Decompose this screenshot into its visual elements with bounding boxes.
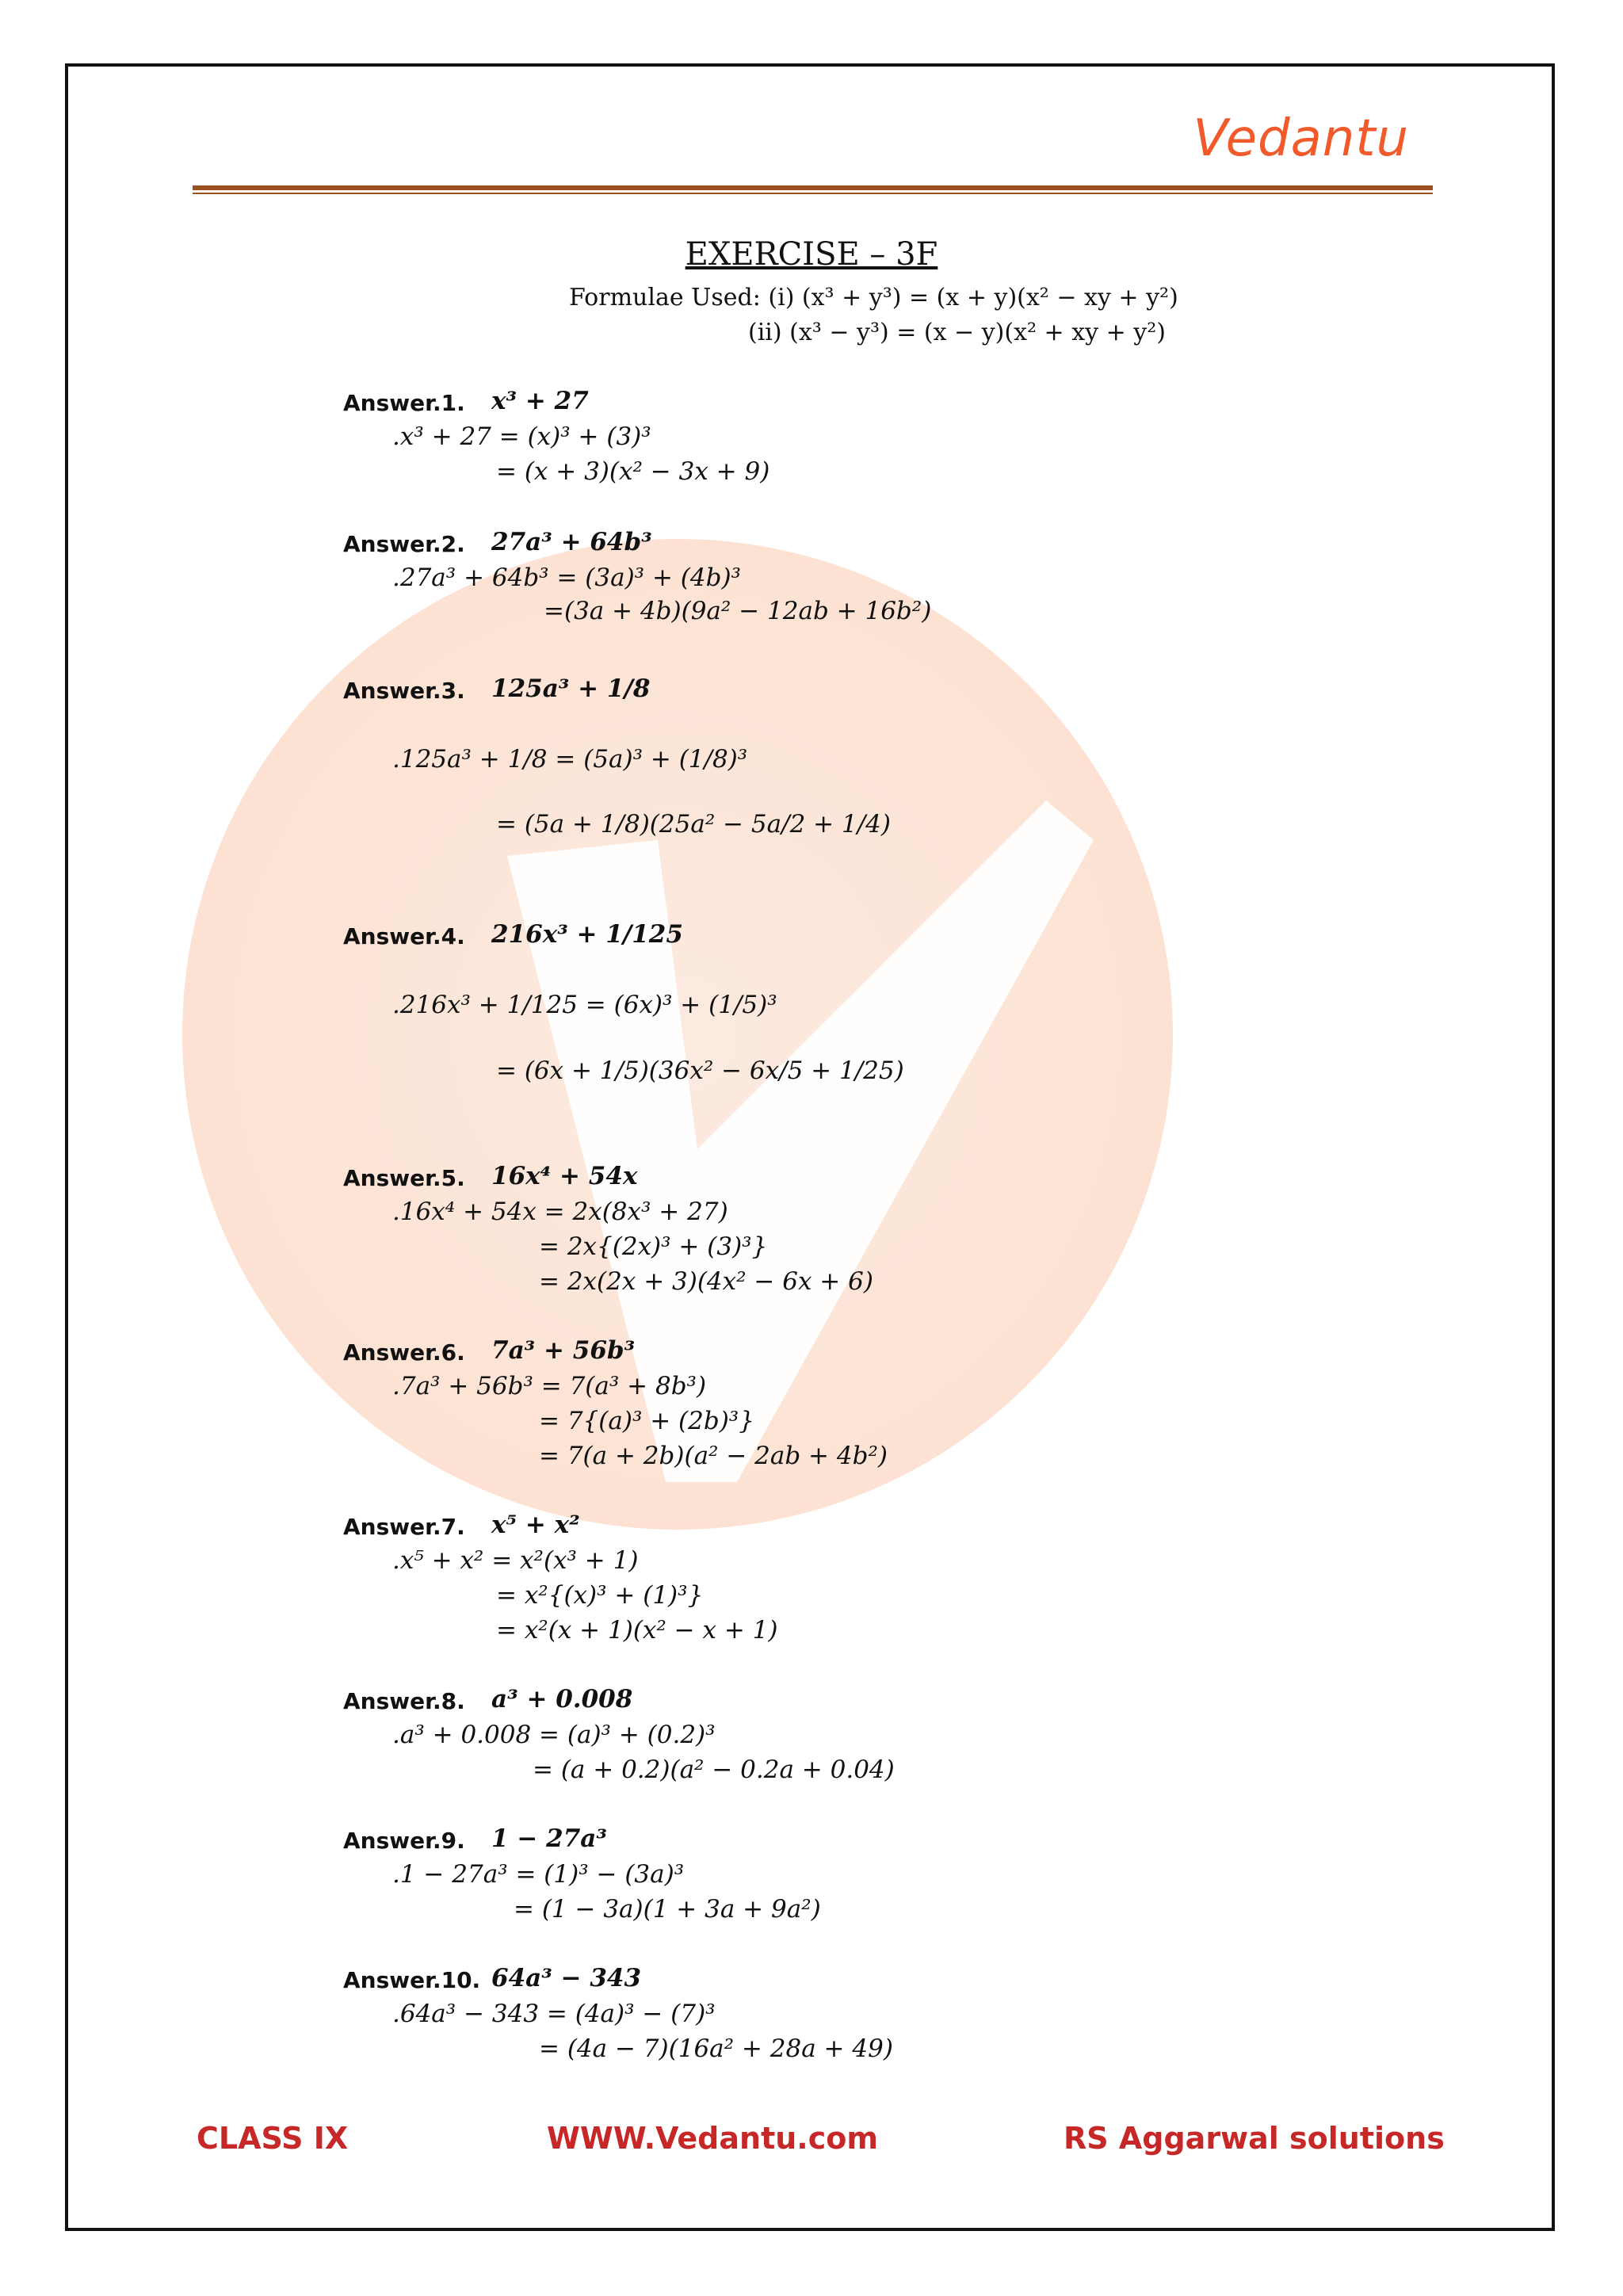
answer-step: = (4a − 7)(16a² + 28a + 49) — [539, 2034, 893, 2063]
answer-label: Answer.5. — [343, 1165, 465, 1191]
answer-step: = 7{(a)³ + (2b)³} — [539, 1407, 754, 1435]
answer-question: 7a³ + 56b³ — [491, 1336, 636, 1365]
answer-step: = 7(a + 2b)(a² − 2ab + 4b²) — [539, 1442, 888, 1470]
footer-website-link[interactable]: WWW.Vedantu.com — [547, 2121, 878, 2156]
footer-source: RS Aggarwal solutions — [1064, 2121, 1445, 2156]
answer-step: .27a³ + 64b³ = (3a)³ + (4b)³ — [392, 563, 741, 592]
answer-question: 64a³ − 343 — [491, 1964, 642, 1992]
answer-label: Answer.4. — [343, 923, 465, 949]
answer-step: =(3a + 4b)(9a² − 12ab + 16b²) — [544, 597, 932, 625]
answer-label: Answer.9. — [343, 1828, 465, 1854]
answer-step: .1 − 27a³ = (1)³ − (3a)³ — [392, 1860, 685, 1889]
answer-step: .64a³ − 343 = (4a)³ − (7)³ — [392, 2000, 716, 2028]
answer-question: x³ + 27 — [491, 387, 589, 415]
answer-question: 27a³ + 64b³ — [491, 528, 652, 556]
answer-step: = (5a + 1/8)(25a² − 5a/2 + 1/4) — [496, 810, 891, 839]
answer-step: = (x + 3)(x² − 3x + 9) — [496, 457, 770, 486]
answer-question: 216x³ + 1/125 — [491, 920, 683, 949]
header-rule — [193, 185, 1433, 190]
answer-step: = x²{(x)³ + (1)³} — [496, 1581, 704, 1610]
answer-label: Answer.6. — [343, 1339, 465, 1366]
answer-step: = (6x + 1/5)(36x² − 6x/5 + 1/25) — [496, 1056, 904, 1085]
answer-question: a³ + 0.008 — [491, 1685, 633, 1713]
answer-label: Answer.2. — [343, 531, 465, 557]
answer-question: x⁵ + x² — [491, 1511, 580, 1539]
page-title: EXERCISE – 3F — [685, 236, 938, 273]
formula-1: Formulae Used: (i) (x³ + y³) = (x + y)(x² − xy + y²) — [569, 284, 1178, 311]
answer-step: .216x³ + 1/125 = (6x)³ + (1/5)³ — [392, 991, 777, 1019]
answer-question: 1 − 27a³ — [491, 1824, 607, 1853]
answer-step: = x²(x + 1)(x² − x + 1) — [496, 1616, 778, 1645]
answer-step: .x⁵ + x² = x²(x³ + 1) — [392, 1546, 639, 1575]
answer-step: = (a + 0.2)(a² − 0.2a + 0.04) — [533, 1755, 895, 1784]
answer-label: Answer.7. — [343, 1514, 465, 1540]
answer-step: .x³ + 27 = (x)³ + (3)³ — [392, 422, 651, 451]
answer-step: .7a³ + 56b³ = 7(a³ + 8b³) — [392, 1372, 707, 1400]
answer-label: Answer.10. — [343, 1967, 481, 1993]
answer-label: Answer.1. — [343, 390, 465, 416]
answer-label: Answer.3. — [343, 678, 465, 704]
answer-step: .16x⁴ + 54x = 2x(8x³ + 27) — [392, 1198, 728, 1226]
header-rule-thin — [193, 193, 1433, 194]
answer-step: .125a³ + 1/8 = (5a)³ + (1/8)³ — [392, 745, 748, 774]
footer-class: CLASS IX — [197, 2121, 349, 2156]
answer-step: = 2x{(2x)³ + (3)³} — [539, 1232, 768, 1261]
vedantu-logo: Vedantu — [1193, 109, 1409, 168]
answer-step: = 2x(2x + 3)(4x² − 6x + 6) — [539, 1267, 873, 1296]
formula-2: (ii) (x³ − y³) = (x − y)(x² + xy + y²) — [748, 319, 1166, 346]
answer-step: = (1 − 3a)(1 + 3a + 9a²) — [514, 1895, 821, 1924]
answer-label: Answer.8. — [343, 1688, 465, 1714]
answer-question: 16x⁴ + 54x — [491, 1162, 638, 1190]
answer-step: .a³ + 0.008 = (a)³ + (0.2)³ — [392, 1721, 716, 1749]
answer-question: 125a³ + 1/8 — [491, 674, 651, 703]
